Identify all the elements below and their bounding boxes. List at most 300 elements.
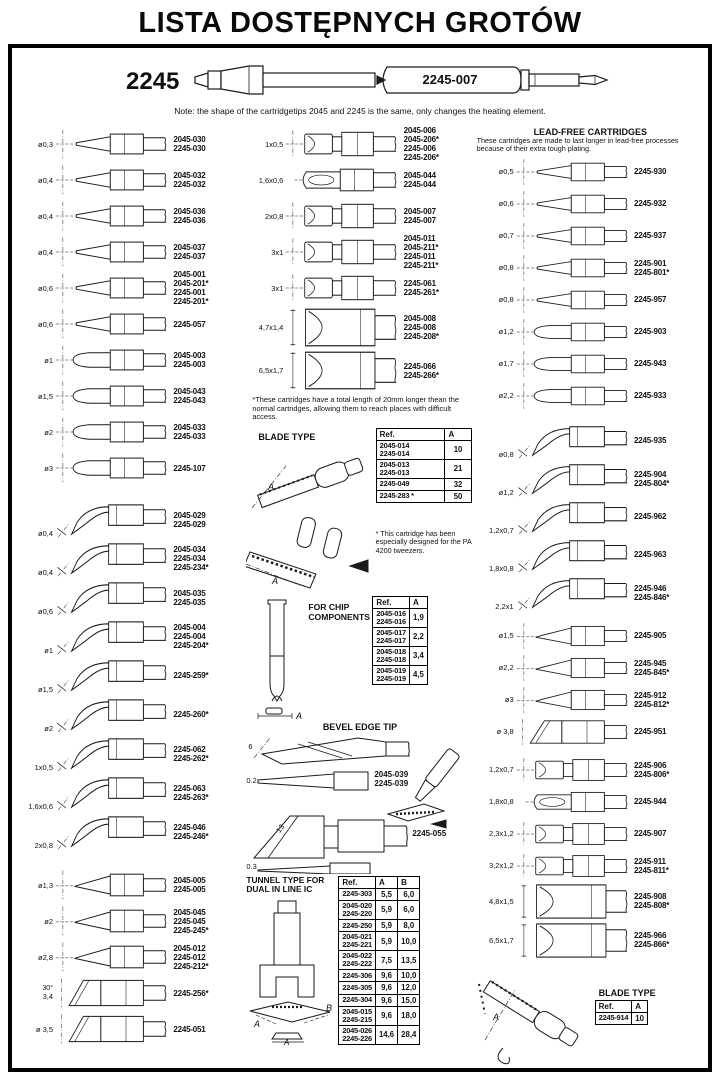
header [16,50,704,126]
right-tip-rows [477,156,704,960]
tip-row [477,460,704,498]
tip-dimension [16,685,55,695]
table-header-row [376,428,471,440]
tip-dimension [16,248,55,257]
tip-dimension-label: ø2 [44,916,53,926]
tip-row [16,578,243,617]
tip-drawing [516,316,634,348]
tip-dimension-label: 2,2x1 [495,601,514,611]
tip-row [16,306,243,342]
tip-dimension-label: 2x0,8 [264,211,284,221]
tip-row [246,306,473,349]
tip-part-numbers: 2245-061 2245-261* [403,279,439,297]
tip-dimension [477,263,516,272]
tip-drawing [285,198,403,234]
chip-components-heading: FOR CHIP COMPONENTS [308,601,370,622]
tip-row [477,422,704,460]
tip-drawing [55,695,173,734]
tip-part-numbers: 2245-063 2245-263* [173,783,209,802]
tip-dimension [16,392,55,401]
tip-dimension [246,212,285,221]
tip-row [477,574,704,612]
tip-part-numbers: 2245-903 [633,327,667,337]
tip-dimension-label: 1,2x0,7 [489,525,514,535]
tip-drawing [55,234,173,270]
tip-dimension-label: ø 3,8 [496,727,514,737]
tip-row [16,450,243,486]
tip-drawing [516,498,634,536]
iron-model-label: 2245-007 [422,72,478,87]
tip-row [477,188,704,220]
tip-drawing [55,539,173,578]
tip-dimension-label: 3x1 [271,247,284,257]
tip-drawing [55,500,173,539]
tip-dimension-label: ø1,7 [498,359,514,369]
a-cell: 9,6 [375,994,397,1006]
tip-part-numbers: 2045-032 2245-032 [173,171,206,189]
tip-part-numbers: 2245-963 [633,550,667,560]
chip-components-table [372,596,427,685]
tip-row [16,162,243,198]
tip-part-numbers: 2245-260* [173,710,209,719]
chip-components-section [246,596,473,722]
ref-cell: 2245-049 [376,478,445,490]
tip-part-numbers: 2245-966 2245-866* [633,931,670,950]
tip-dimension-label: ø0,6 [37,607,53,616]
long-cartridge-footnote: *These cartridges have a total length of 20mm longer thean the normal cartridges, allowing them to reach places with difficult access. [252,395,459,422]
tip-drawing [516,156,634,188]
a-header: A [445,428,471,440]
tip-drawing [516,652,634,684]
ref-cell: 2245-306 [339,970,376,982]
b-cell: 6,0 [398,900,420,919]
tip-row [16,500,243,539]
ref-cell: 2245-304 [339,994,376,1006]
tip-row [246,270,473,306]
tip-drawing [55,450,173,486]
tip-part-numbers: 2245-066 2245-266* [403,361,439,380]
a-cell: 9,6 [375,982,397,994]
ref-header: Ref. [373,596,410,608]
tip-dimension [16,841,55,851]
tip-drawing [285,162,403,198]
tip-dimension-label: ø0,4 [37,529,53,538]
tip-dimension-label: ø0,6 [37,283,53,293]
left-column [16,126,243,1066]
tip-dimension-label: ø0,3 [37,139,53,149]
tip-dimension [477,936,516,945]
tip-dimension [16,607,55,617]
tip-drawing [516,284,634,316]
tip-dimension [16,802,55,812]
tip-dimension [16,176,55,185]
tip-dimension [477,327,516,336]
b-cell: 12,0 [398,982,420,994]
right-column [477,126,704,1066]
tip-row [16,903,243,939]
tip-dimension [477,231,516,240]
tip-drawing [516,574,634,612]
tunnel-type-heading: TUNNEL TYPE FOR DUAL IN LINE IC [246,874,325,895]
middle-tip-rows [246,126,473,392]
tip-part-numbers: 2245-911 2245-811* [633,856,669,875]
dim-letter-a: A [268,481,275,492]
table-row [373,608,427,627]
tip-dimension [16,985,55,1001]
tip-row [477,652,704,684]
tip-dimension-label: ø0,4 [37,247,53,257]
tip-drawing [516,380,634,412]
table-row [339,932,420,951]
soldering-iron-drawing [191,60,621,102]
tip-row [477,348,704,380]
a-cell: 1,9 [409,608,427,627]
tip-drawing [55,414,173,450]
tip-row [477,684,704,716]
columns [16,126,704,1066]
tip-part-numbers: 2245-935 [633,436,667,446]
tip-dimension-label: ø1,5 [37,391,53,401]
tip-part-numbers: 2245-907 [633,829,667,839]
tip-row [477,818,704,850]
tip-drawing [55,1011,173,1047]
tip-dimension-label: 2x0,8 [34,841,53,850]
tip-part-numbers: 2245-930 [633,167,667,177]
tip-dimension [477,359,516,368]
tip-dimension-label: 3x1 [271,283,284,293]
tip-part-numbers: 2045-008 2245-008 2245-208* [403,314,439,341]
tip-drawing [55,198,173,234]
tip-row [477,620,704,652]
tip-part-numbers: 2245-932 [633,199,667,209]
tip-drawing [516,536,634,574]
tip-row [477,220,704,252]
tip-part-numbers: 2045-007 2245-007 [403,207,436,225]
tip-dimension [477,631,516,640]
bevel-edge-heading: BEVEL EDGE TIP [322,721,398,732]
ref-cell: 2045-019 2245-019 [373,665,410,684]
tip-dimension [16,917,55,926]
bevel-refs1: 2045-039 2245-039 [374,769,409,788]
tip-row [16,867,243,903]
a-cell: 32 [445,478,471,490]
tip-dimension [16,568,55,578]
tip-dimension-label: ø2,2 [498,391,514,401]
a-cell: 14,6 [375,1025,397,1044]
tip-dimension [16,356,55,365]
tip-dimension-label: ø0,4 [37,175,53,185]
tip-dimension [477,897,516,906]
blade-type-note: * This cartridge has been especially designed for the PA 4200 tweezers. [375,528,472,555]
tip-dimension [16,724,55,734]
tip-dimension-label: ø1,5 [37,685,53,694]
tip-row [246,162,473,198]
table-row [339,970,420,982]
tip-drawing [516,716,634,748]
ref-cell: 2045-015 2245-215 [339,1006,376,1025]
a-cell: 21 [445,459,471,478]
tip-dimension-label: ø2,2 [498,663,514,673]
tip-dimension-label: 3,2x1,2 [489,861,514,871]
ref-cell: 2045-021 2245-221 [339,932,376,951]
table-row [595,1012,647,1024]
tip-row [246,198,473,234]
bevel-dim-width2: 13 [274,822,287,835]
tip-part-numbers: 2245-057 [173,319,206,329]
tip-row [16,126,243,162]
tip-part-numbers: 2245-957 [633,295,667,305]
b-cell: 10,0 [398,932,420,951]
tip-part-numbers: 2245-906 2245-806* [633,760,670,779]
tip-dimension-label: 6,5x1,7 [258,366,284,375]
tip-drawing [285,270,403,306]
tip-drawing [516,754,634,786]
tip-part-numbers: 2245-062 2245-262* [173,744,209,763]
ref-cell: 2045-026 2245-226 [339,1025,376,1044]
blade-914-table [595,1000,648,1025]
tip-dimension [477,695,516,704]
tip-part-numbers: 2245-051 [173,1024,206,1034]
b-cell: 18,0 [398,1006,420,1025]
blade-914-right [595,964,656,1066]
tip-drawing [516,684,634,716]
table-header-row [373,596,427,608]
tip-part-numbers: 2045-034 2245-034 2245-234* [173,545,209,572]
tip-dimension [16,529,55,539]
tip-dimension-label: 3,4 [42,992,53,1001]
tip-drawing [55,306,173,342]
tip-drawing [285,126,403,162]
tip-row [477,498,704,536]
tip-dimension-label: 2,3x1,2 [489,829,514,839]
tip-row [477,380,704,412]
tip-dimension [16,881,55,890]
tip-dimension [477,663,516,672]
tip-part-numbers: 2245-946 2245-846* [633,583,670,602]
tip-dimension-label: 1,2x0,7 [489,765,514,775]
tip-drawing [516,348,634,380]
tip-row [16,773,243,812]
table-row [339,1025,420,1044]
tunnel-type-section [246,876,473,1045]
blade-type-914-section [477,964,704,1066]
bevel-edge-section [246,722,473,874]
a-cell: 9,6 [375,1006,397,1025]
bevel-dim-tip2: 0.3 [246,861,257,871]
ref-cell: 2045-013 2245-013 [376,459,445,478]
table-row [339,951,420,970]
middle-column [246,126,473,1066]
tip-drawing [516,882,634,921]
b-cell: 13,5 [398,951,420,970]
tip-dimension [16,428,55,437]
tip-drawing [55,270,173,306]
tip-part-numbers: 2045-037 2245-037 [173,243,206,261]
tip-drawing [55,126,173,162]
blade-type-table [376,428,472,503]
tip-part-numbers: 2245-937 [633,231,667,241]
tip-part-numbers: 2245-943 [633,359,667,369]
table-row [339,1006,420,1025]
b-cell: 6,0 [398,888,420,900]
tip-dimension-label: ø1,5 [498,631,514,641]
table-row [339,982,420,994]
tip-dimension [16,1025,55,1034]
tip-row [477,284,704,316]
a-cell: 3,4 [409,646,427,665]
tip-drawing [55,342,173,378]
tip-dimension-label: ø0,6 [498,199,514,209]
tip-dimension-label: 1x0,5 [264,139,284,149]
tip-dimension-label: ø1,3 [37,880,53,890]
tip-part-numbers: 2245-107 [173,463,206,473]
tip-row [16,342,243,378]
tip-dimension-label: ø3 [44,463,53,473]
tip-dimension [477,488,516,498]
tip-part-numbers: 2045-004 2245-004 2245-204* [173,623,209,650]
tip-row [477,921,704,960]
tip-drawing [516,220,634,252]
tip-dimension-label: ø1,2 [498,327,514,337]
tip-drawing [285,306,403,349]
tip-part-numbers: 2245-256* [173,988,209,998]
table-row [339,994,420,1006]
tip-dimension-label: ø0,8 [498,295,514,305]
chip-tool-diagram [246,596,308,720]
tip-dimension-label: ø0,8 [498,449,514,459]
table-row [373,627,427,646]
tip-part-numbers: 2045-030 2245-030 [173,135,206,153]
tip-drawing [285,349,403,392]
b-cell: 10,0 [398,970,420,982]
tip-drawing [285,234,403,270]
a-cell: 5,9 [375,920,397,932]
tip-dimension-label: 6,5x1,7 [489,935,514,945]
tip-dimension [477,861,516,870]
tip-drawing [55,162,173,198]
lead-free-heading: LEAD-FREE CARTRIDGES [533,127,648,137]
ref-cell: 2045-016 2245-016 [373,608,410,627]
tip-drawing [55,939,173,975]
tip-drawing [55,812,173,851]
tip-part-numbers: 2245-908 2245-808* [633,892,670,911]
tip-dimension-label: ø 3,5 [35,1024,53,1034]
bevel-edge-diagram [246,732,473,874]
bevel-dim-width1: 6 [248,741,253,751]
tip-dimension [477,765,516,774]
tip-dimension [16,763,55,773]
catalog-board [8,44,712,1072]
tip-row [16,734,243,773]
table-row [339,900,420,919]
tip-row [477,716,704,748]
a-header: A [375,876,397,888]
ref-cell: 2245-250 [339,920,376,932]
table-row [376,478,471,490]
tip-row [16,656,243,695]
a-cell: 5,5 [375,888,397,900]
bevel-dim-tip1: 0.2 [246,775,257,785]
tip-drawing [55,378,173,414]
table-row [373,646,427,665]
tip-row [477,316,704,348]
tip-dimension-label: 1x0,5 [34,763,53,772]
tip-dimension-label: 1,6x0,6 [28,802,53,811]
tip-row [477,786,704,818]
tip-dimension [477,295,516,304]
tip-row [16,1011,243,1047]
a-cell: 10 [445,440,471,459]
tip-dimension-label: 1,8x0,8 [489,797,514,807]
tip-row [477,536,704,574]
tip-dimension-label: ø0,5 [498,167,514,177]
tip-part-numbers: 2045-011 2045-211* 2245-011 2245-211* [403,234,439,270]
blade-914-diagram [477,964,595,1066]
tunnel-type-left [246,876,338,1045]
tip-row [477,882,704,921]
tip-drawing [55,617,173,656]
table-row [373,665,427,684]
tip-angle-note: 30° [42,985,53,992]
bevel-refs2: 2245-055 [412,828,447,838]
tip-dimension [477,391,516,400]
tunnel-tool-diagram [246,895,334,1045]
a-cell: 9,6 [375,970,397,982]
a-cell: 5,9 [375,900,397,919]
ref-cell: 2245-914 [595,1012,632,1024]
tip-drawing [516,850,634,882]
tip-dimension [477,167,516,176]
tip-dimension [477,829,516,838]
dim-letter-a: A [296,710,303,720]
tip-dimension-label: ø3 [504,695,514,705]
tip-part-numbers: 2045-012 2245-012 2245-212* [173,943,209,971]
tip-part-numbers: 2045-045 2245-045 2245-245* [173,907,209,935]
tip-dimension-label: ø2 [44,724,53,733]
ref-header: Ref. [339,876,376,888]
tip-dimension [16,212,55,221]
tip-dimension-label: 4,8x1,5 [489,896,514,906]
a-cell: 5,9 [375,932,397,951]
tip-dimension [16,646,55,656]
tip-part-numbers: 2245-904 2245-804* [633,469,670,488]
table-header-row [595,1000,647,1012]
tip-dimension-label: ø0,8 [498,263,514,273]
dim-letter-a: A [272,575,279,586]
tip-row [16,198,243,234]
ref-cell: 2045-014 2245-014 [376,440,445,459]
tip-row [16,695,243,734]
model-number: 2245 [126,68,180,95]
tip-dimension [477,564,516,574]
tip-drawing [55,656,173,695]
a-cell: 10 [632,1012,648,1024]
table-row [376,490,471,502]
tip-dimension [16,464,55,473]
ref-cell: 2245-283 * [376,490,445,502]
tip-dimension [16,320,55,329]
tip-dimension-label: ø0,7 [498,231,514,241]
tip-row [16,378,243,414]
tip-drawing [55,903,173,939]
tip-dimension [246,284,285,293]
tip-drawing [55,867,173,903]
ref-cell: 2045-018 2245-018 [373,646,410,665]
tip-dimension [477,727,516,736]
tip-dimension [477,199,516,208]
b-cell: 15,0 [398,994,420,1006]
tip-part-numbers: 2245-944 [633,797,667,807]
